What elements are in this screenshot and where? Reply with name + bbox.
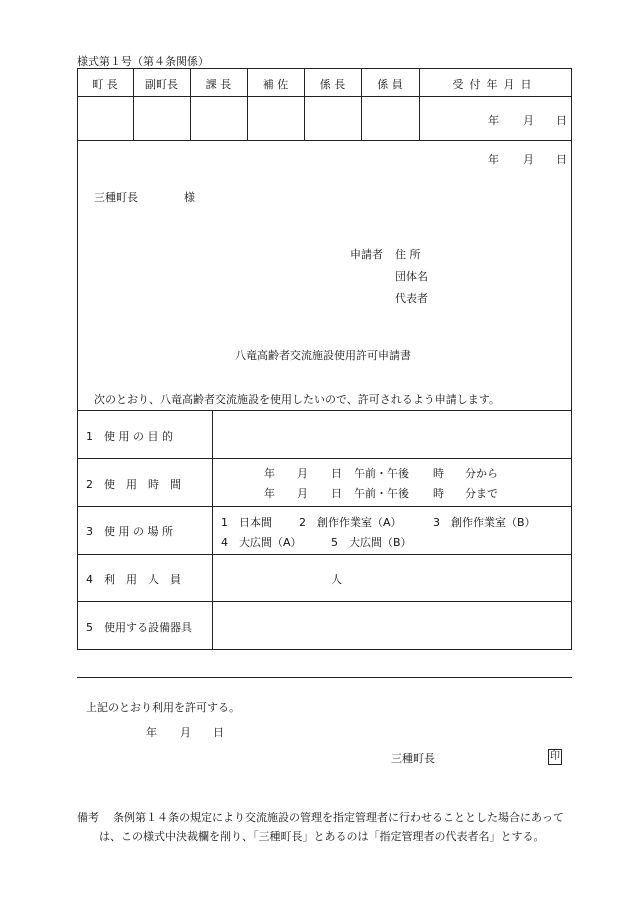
persons-unit: 人 (331, 573, 342, 586)
permit-month: 月 (180, 726, 191, 739)
applicant-label: 申請者 (350, 248, 383, 261)
persons-label: 4 利 用 人 員 (86, 573, 181, 586)
equipment-label: 5 使用する設備器具 (86, 621, 192, 634)
place-option-2: 2 創作作業室（A） (299, 516, 402, 529)
document-title: 八竜高齢者交流施設使用許可申請書 (235, 349, 411, 362)
place-label: 3 使 用 の 場 所 (86, 525, 173, 538)
application-year: 年 (488, 153, 499, 166)
applicant-representative-label: 代表者 (395, 292, 428, 305)
header-kakariin: 係 員 (377, 78, 403, 91)
addressee: 三種町長 (94, 191, 138, 204)
remarks-label: 備考 (77, 811, 99, 824)
header-hosa: 補 佐 (262, 78, 289, 91)
applicant-address-label: 住 所 (395, 248, 421, 261)
remarks-line-2: は、この様式中決裁欄を削り、「三種町長」とあるのは「指定管理者の代表者名」とする。 (99, 830, 545, 843)
header-kakaricho: 係 長 (319, 78, 346, 91)
place-option-5: 5 大広間（B） (331, 536, 412, 549)
form-number-label: 様式第１号（第４条関係） (77, 55, 209, 68)
purpose-label: 1 使 用 の 目 的 (86, 430, 173, 443)
received-day: 日 (556, 114, 567, 127)
permit-year: 年 (146, 726, 157, 739)
place-option-3: 3 創作作業室（B） (433, 516, 536, 529)
permit-day: 日 (213, 726, 224, 739)
time-label: 2 使 用 時 間 (86, 478, 181, 491)
header-kacho: 課 長 (205, 78, 232, 91)
application-day: 日 (556, 153, 567, 166)
header-cho: 町 長 (92, 78, 118, 91)
place-option-4: 4 大広間（A） (221, 536, 302, 549)
applicant-group-label: 団体名 (395, 270, 428, 283)
received-month: 月 (523, 114, 534, 127)
header-fukucho: 副町長 (145, 78, 178, 91)
permit-text: 上記のとおり利用を許可する。 (86, 701, 240, 714)
intro-text: 次のとおり、八竜高齢者交流施設を使用したいので、許可されるよう申請します。 (94, 393, 500, 406)
remarks-line-1: 条例第１４条の規定により交流施設の管理を指定管理者に行わせることとした場合にあって (113, 811, 564, 824)
permit-issuer: 三種町長 (391, 752, 435, 765)
application-month: 月 (523, 153, 534, 166)
seal-mark: 印 (548, 749, 562, 765)
received-year: 年 (488, 114, 499, 127)
divider (77, 677, 572, 678)
addressee-honorific: 様 (184, 191, 195, 204)
place-option-1: 1 日本間 (221, 516, 272, 529)
header-received-date: 受付年月日 (452, 78, 538, 91)
